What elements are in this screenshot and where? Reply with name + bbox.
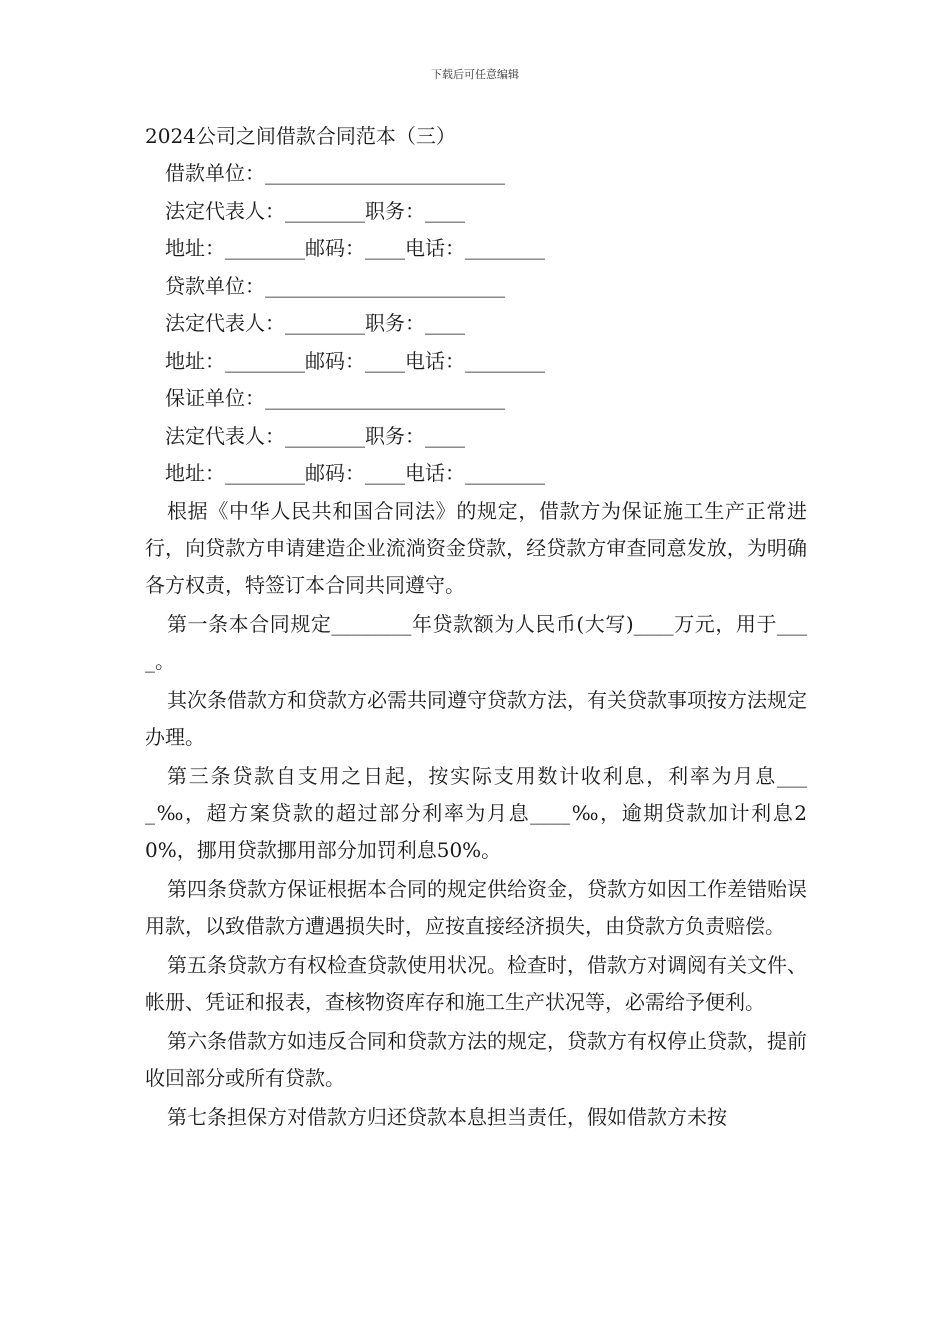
clause-1: 第一条本合同规定________年贷款额为人民币(大写)____万元，用于____。 (145, 611, 807, 673)
contract-clauses (145, 493, 807, 1136)
party-info-section (145, 155, 807, 493)
document-title: 2024公司之间借款合同范本（三） (145, 124, 456, 148)
guarantor-unit-field: 保证单位：________________________ (165, 386, 505, 410)
clause-6: 第六条借款方如违反合同和贷款方法的规定，贷款方有权停止贷款，提前收回部分或所有贷款。 (145, 1028, 807, 1090)
contract-body (145, 118, 807, 1138)
clause-2: 其次条借款方和贷款方必需共同遵守贷款方法，有关贷款事项按方法规定办理。 (145, 687, 807, 749)
lender-address-field: 地址：________邮码：____电话：________ (165, 348, 545, 373)
borrower-address-field: 地址：________邮码：____电话：________ (165, 236, 545, 260)
clause-7: 第七条担保方对借款方归还贷款本息担当责任，假如借款方未按 (167, 1104, 727, 1129)
borrower-representative-field: 法定代表人：________职务：____ (165, 198, 465, 223)
lender-unit-field: 贷款单位：________________________ (165, 273, 505, 298)
preamble-paragraph: 根据《中华人民共和国合同法》的规定，借款方为保证施工生产正常进行，向贷款方申请建造企业流淌资金贷款，经贷款方审查同意发放，为明确各方权责，特签订本合同共同遵守。 (145, 498, 807, 597)
clause-4: 第四条贷款方保证根据本合同的规定供给资金，贷款方如因工作差错贻误用款，以致借款方遭遇损失时，应按直接经济损失，由贷款方负责赔偿。 (145, 876, 807, 938)
guarantor-representative-field: 法定代表人：________职务：____ (165, 423, 465, 448)
clause-5: 第五条贷款方有权检查贷款使用状况。检查时，借款方对调阅有关文件、帐册、凭证和报表，查核物资库存和施工生产状况等，必需给予便利。 (145, 952, 807, 1014)
clause-3: 第三条贷款自支用之日起，按实际支用数计收利息，利率为月息____‰，超方案贷款的超过部分利率为月息____‰，逾期贷款加计利息20%，挪用贷款挪用部分加罚利息50%。 (145, 763, 807, 862)
lender-representative-field: 法定代表人：________职务：____ (165, 311, 465, 335)
guarantor-address-field: 地址：________邮码：____电话：________ (165, 461, 545, 485)
header-note: 下载后可任意编辑 (431, 68, 519, 81)
borrower-unit-field: 借款单位：________________________ (165, 161, 505, 185)
